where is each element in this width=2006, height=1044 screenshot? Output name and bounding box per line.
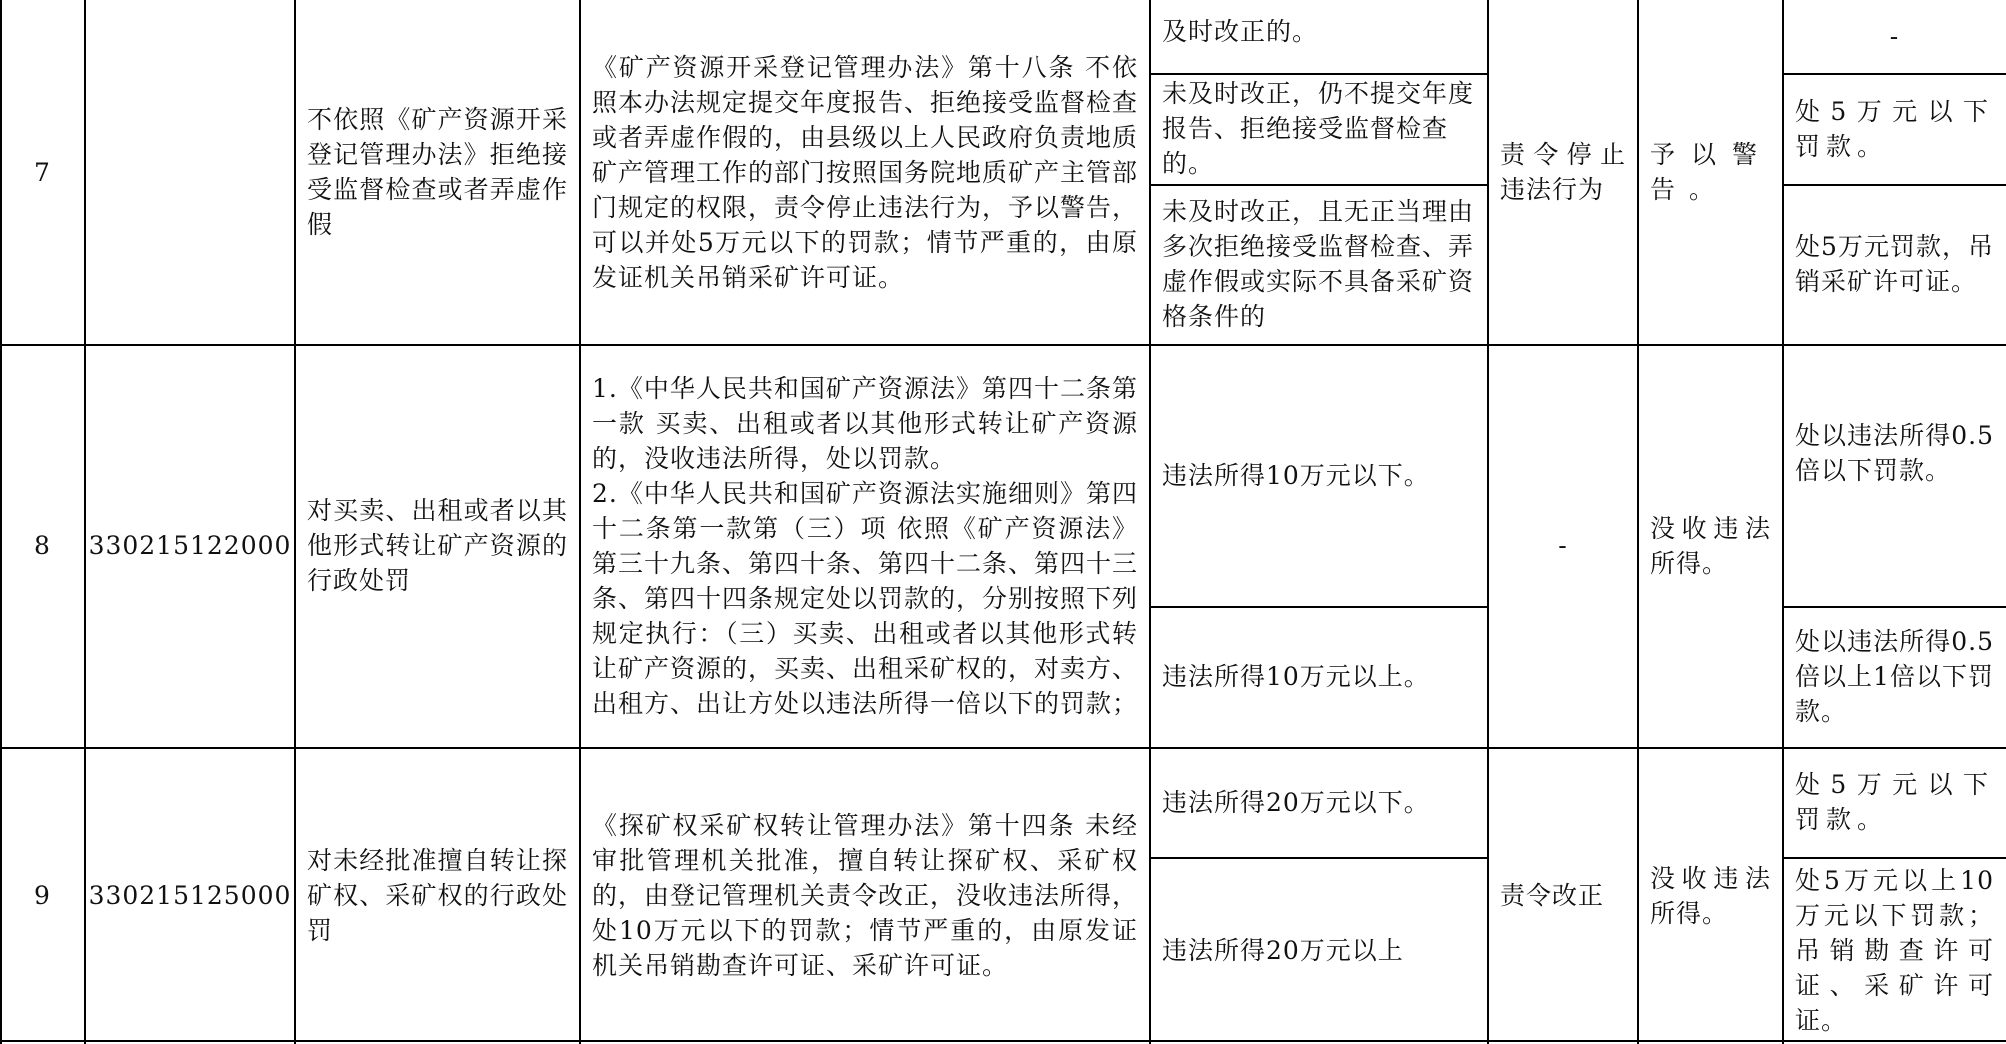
table-rule: [0, 1040, 2006, 1042]
situation: 未及时改正，仍不提交年度报告、拒绝接受监督检查的。: [1162, 79, 1475, 178]
penalty-amount: 处5万元罚款，吊销采矿许可证。: [1795, 232, 1994, 296]
table-rule: [84, 0, 86, 1044]
table-rule: [294, 0, 296, 1044]
violation-item: 对未经批准擅自转让探矿权、采矿权的行政处罚: [307, 846, 568, 945]
table-rule: [1150, 73, 1488, 75]
legal-basis: 《矿产资源开采登记管理办法》第十八条 不依照本办法规定提交年度报告、拒绝接受监督检查或者弄虚作假的，由县级以上人民政府负责地质矿产管理工作的部门按照国务院地质矿产主管部门规定的权限，责令停止违法行为，予以警告，可以并处5万元以下的罚款；情节严重的，由原发证机关吊销采矿许可证。: [592, 52, 1139, 292]
penalty-amount: 处5万元以下罚款。: [1795, 770, 1994, 834]
table-rule: [579, 0, 581, 1044]
legal-basis: 1.《中华人民共和国矿产资源法》第四十二条第一款 买卖、出租或者以其他形式转让矿产资源的，没收违法所得，处以罚款。 2.《中华人民共和国矿产资源法实施细则》第四十二条第一款第（三）项 依照《矿产资源法》第三十九条、第四十条、第四十二条、第四十三条、第四十四条规定处以罚款的，分别按照下列规定执行：（三）买卖、出租或者以其他形式转让矿产资源的，买卖、出租采矿权的，对卖方、出租方、出让方处以违法所得一倍以下的罚款；: [592, 373, 1139, 718]
table-rule: [1149, 0, 1151, 1044]
situation: 违法所得10万元以上。: [1162, 662, 1430, 691]
table-rule: [1783, 606, 2006, 608]
situation: 违法所得20万元以下。: [1162, 787, 1430, 817]
penalty-amount: 处5万元以上10万元以下罚款；吊销勘查许可证、采矿许可证。: [1795, 866, 1994, 1035]
situation: 及时改正的。: [1162, 17, 1319, 46]
table-rule: [0, 344, 2006, 346]
violation-item: 不依照《矿产资源开采登记管理办法》拒绝接受监督检查或者弄虚作假: [307, 105, 568, 239]
table-rule: [1150, 606, 1488, 608]
legal-basis: 《探矿权采矿权转让管理办法》第十四条 未经审批管理机关批准，擅自转让探矿权、采矿权的，由登记管理机关责令改正，没收违法所得，处10万元以下的罚款；情节严重的，由原发证机关吊销勘查许可证、采矿许可证。: [592, 811, 1139, 980]
penalty-amount: 处以违法所得0.5倍以下罚款。: [1795, 421, 1994, 485]
situation: 未及时改正，且无正当理由多次拒绝接受监督检查、弄虚作假或实际不具备采矿资格条件的: [1162, 197, 1475, 331]
table-rule: [1783, 857, 2006, 859]
violation-item: 对买卖、出租或者以其他形式转让矿产资源的行政处罚: [307, 496, 568, 595]
penalty-type: 没收违法所得。: [1650, 863, 1771, 928]
corrective-measure: 责令停止违法行为: [1500, 140, 1626, 204]
item-code: 330215125000: [88, 881, 292, 910]
item-code: [85, 0, 295, 344]
corrective-measure: 责令改正: [1500, 881, 1605, 910]
penalty-amount: 处以违法所得0.5倍以上1倍以下罚款。: [1795, 627, 1994, 726]
table-rule: [1782, 0, 1784, 1044]
penalty-type: 予以警告。: [1650, 140, 1771, 204]
table-rule: [0, 0, 2, 1044]
row-number: 9: [34, 881, 51, 910]
table-rule: [0, 747, 2006, 749]
table-rule: [1150, 184, 1488, 186]
table-rule: [1783, 73, 2006, 75]
table-rule: [1487, 0, 1489, 1044]
row-number: 8: [34, 531, 51, 560]
corrective-measure: -: [1558, 531, 1568, 560]
penalty-amount: -: [1889, 22, 1900, 51]
table-rule: [1783, 184, 2006, 186]
penalty-amount: 处5万元以下罚款。: [1795, 96, 1994, 161]
table-rule: [1150, 857, 1488, 859]
situation: 违法所得20万元以上: [1162, 936, 1404, 965]
row-number: 7: [34, 157, 51, 187]
item-code: 330215122000: [88, 531, 292, 560]
penalty-type: 没收违法所得。: [1650, 513, 1771, 578]
situation: 违法所得10万元以下。: [1162, 460, 1430, 490]
table-rule: [1637, 0, 1639, 1044]
